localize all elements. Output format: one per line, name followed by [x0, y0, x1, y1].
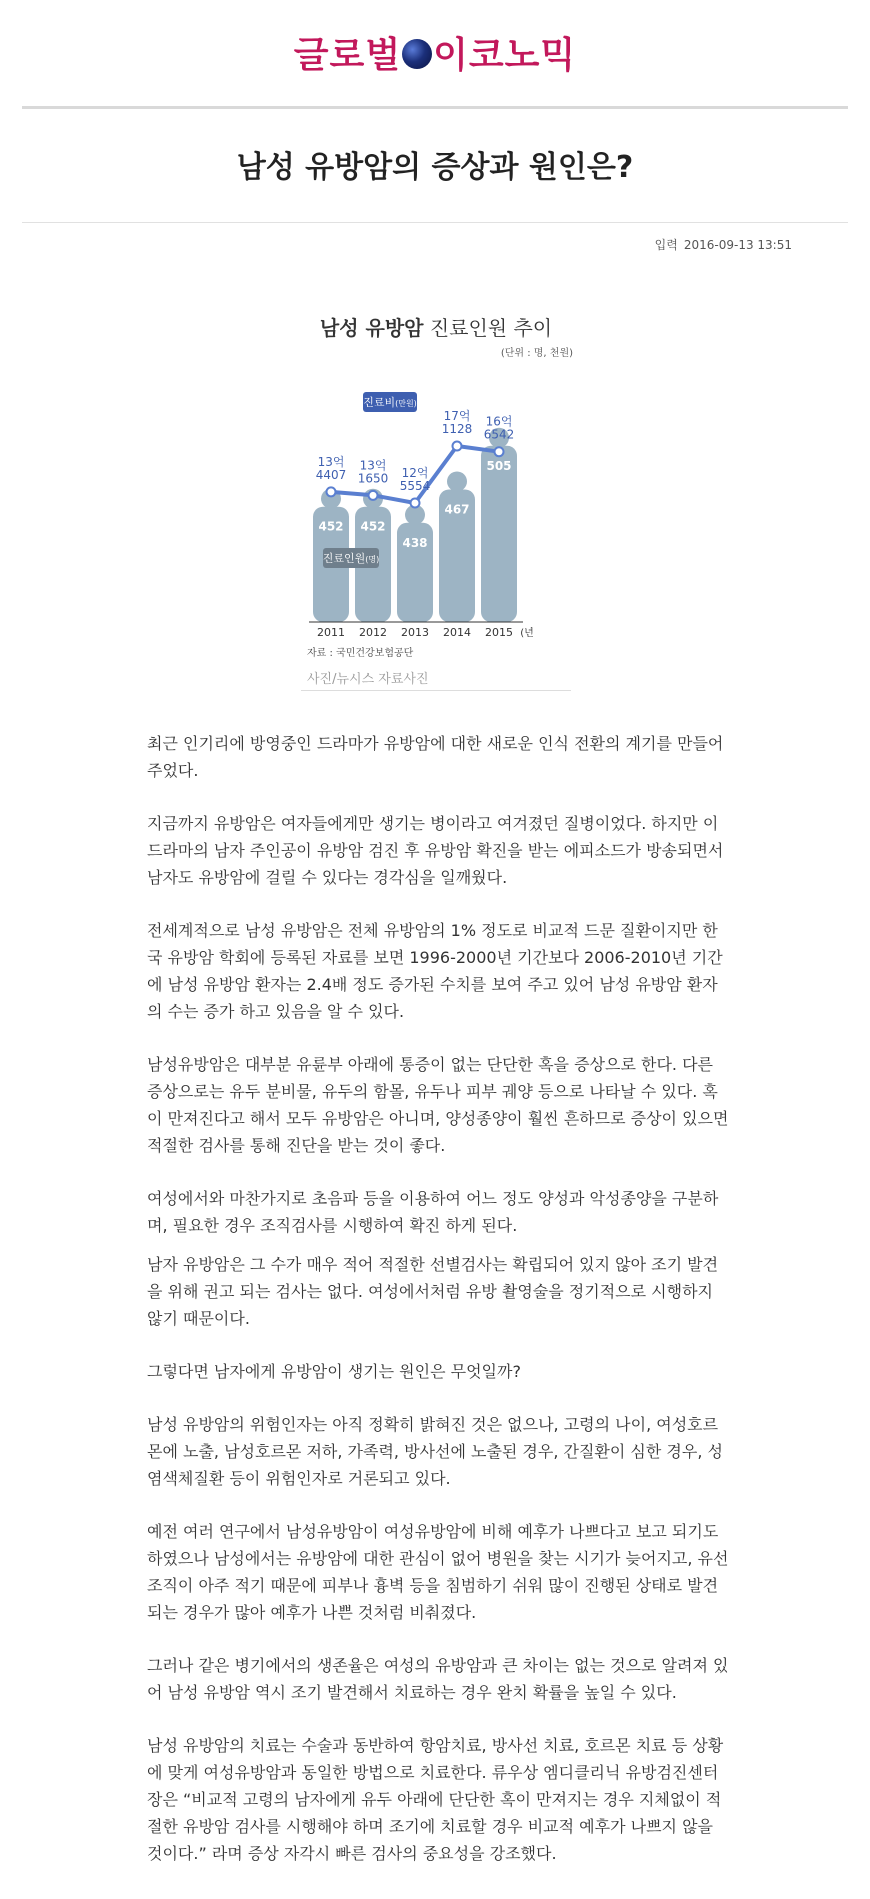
date-label: 입력 [654, 238, 678, 252]
masthead [0, 0, 870, 110]
figure-divider [301, 690, 571, 691]
article-paragraph: 전세계적으로 남성 유방암은 전체 유방암의 1% 정도로 비교적 드문 질환이지만 한국 유방암 학회에 등록된 자료를 보면 1996-2000년 기간보다 2006-2010년 기간에 남성 유방암 환자는 2.4배 정도 증가된 수치를 보여 주고 있어 남성 유방암 환자의 수는 증가 하고 있음을 알 수 있다. [147, 921, 723, 1021]
bar-value-label: 467 [444, 502, 470, 517]
article-title: 남성 유방암의 증상과 원인은? [236, 150, 634, 185]
chart-title-rest: 진료인원 추이 [429, 316, 553, 340]
line-point [495, 447, 504, 456]
date-value: 2016-09-13 13:51 [683, 238, 792, 252]
x-tick-label: 2015 [485, 626, 513, 639]
logo-text-left: 글로벌 [293, 35, 402, 76]
chart-title-bold: 남성 유방암 [319, 316, 424, 340]
x-axis-suffix: (년 [520, 628, 534, 639]
site-logo[interactable] [0, 34, 870, 78]
article-paragraph: 그러나 같은 병기에서의 생존율은 여성의 유방암과 큰 차이는 없는 것으로 알려져 있어 남성 유방암 역시 조기 발견해서 치료하는 경우 완치 확률을 높일 수 있다. [147, 1656, 729, 1702]
bar-value-label: 438 [402, 535, 428, 550]
line-value-label: 1128 [441, 422, 473, 436]
publish-date [649, 236, 792, 253]
line-point [411, 498, 420, 507]
bar-value-label: 505 [486, 458, 512, 473]
title-divider [22, 222, 848, 223]
article-figure [301, 312, 571, 692]
article-paragraph: 예전 여러 연구에서 남성유방암이 여성유방암에 비해 예후가 나쁘다고 보고 되기도 하였으나 남성에서는 유방암에 대한 관심이 없어 병원을 찾는 시기가 늦어지고, 유선조직이 아주 적기 때문에 피부나 흉벽 등을 침범하기 쉬워 많이 진행된 상태로 발견되는 경우가 많아 예후가 나쁜 것처럼 비춰졌다. [147, 1522, 729, 1622]
bar-head [447, 471, 467, 491]
chart-source: 자료 : 국민건강보험공단 [307, 648, 414, 659]
x-tick-label: 2014 [443, 626, 471, 639]
article-paragraph: 지금까지 유방암은 여자들에게만 생기는 병이라고 여겨졌던 질병이었다. 하지만 이 드라마의 남자 주인공이 유방암 검진 후 유방암 확진을 받는 에피소드가 방송되면서 남자도 유방암에 걸릴 수 있다는 경각심을 일깨웠다. [147, 814, 724, 887]
line-series-name: 진료비 [363, 396, 396, 409]
figure-caption: 사진/뉴시스 자료사진 [307, 672, 429, 687]
line-value-label: 4407 [315, 467, 347, 482]
article-paragraph: 그렇다면 남자에게 유방암이 생기는 원인은 무엇일까? [147, 1362, 521, 1381]
line-value-label: 12억 [401, 465, 429, 480]
chart-title [301, 312, 571, 341]
line-value-label: 13억 [359, 458, 387, 473]
line-value-label: 16억 [485, 414, 513, 429]
bar-value-label: 452 [360, 519, 386, 534]
article-paragraph: 남성 유방암의 위험인자는 아직 정확히 밝혀진 것은 없으나, 고령의 나이, 여성호르몬에 노출, 남성호르몬 저하, 가족력, 방사선에 노출된 경우, 간질환이 심한 경우, 성염색체질환 등이 위험인자로 거론되고 있다. [147, 1415, 723, 1488]
x-tick-label: 2011 [317, 626, 345, 639]
line-point [327, 487, 336, 496]
article-paragraph: 남성유방암은 대부분 유륜부 아래에 통증이 없는 단단한 혹을 증상으로 한다. 다른 증상으로는 유두 분비물, 유두의 함몰, 유두나 피부 궤양 등으로 나타날 수 있다. 혹이 만져진다고 해서 모두 유방암은 아니며, 양성종양이 훨씬 흔하므로 증상이 있으면 적절한 검사를 통해 진단을 받는 것이 좋다. [147, 1055, 729, 1155]
line-series-unit: (만원) [395, 399, 417, 408]
article-paragraph: 최근 인기리에 방영중인 드라마가 유방암에 대한 새로운 인식 전환의 계기를 만들어 주었다. [147, 734, 724, 780]
globe-icon [402, 39, 432, 69]
line-value-label: 5554 [399, 478, 431, 493]
line-value-label: 6542 [483, 427, 515, 442]
article-paragraph: 남자 유방암은 그 수가 매우 적어 적절한 선별검사는 확립되어 있지 않아 조기 발견을 위해 권고 되는 검사는 없다. 여성에서처럼 유방 촬영술을 정기적으로 시행하지 않기 때문이다. [147, 1255, 719, 1328]
logo-text-right: 이코노믹 [433, 35, 577, 76]
bar-series-unit: (명) [365, 555, 380, 564]
article-body [147, 730, 729, 1893]
x-tick-label: 2012 [359, 626, 387, 639]
line-value-label: 13억 [317, 454, 345, 469]
line-point [369, 491, 378, 500]
header-divider [22, 106, 848, 109]
line-value-label: 17억 [443, 409, 471, 423]
article-paragraph: 남성 유방암의 치료는 수술과 동반하여 항암치료, 방사선 치료, 호르몬 치료 등 상황에 맞게 여성유방암과 동일한 방법으로 치료한다. 류우상 엠디클리닉 유방검진센터장은 “비교적 고령의 남자에게 유두 아래에 단단한 혹이 만져지는 경우 지체없이 적절한 유방암 검사를 시행해야 하며 조기에 치료할 경우 비교적 예후가 나쁘지 않을 것이다.” 라며 증상 자각시 빠른 검사의 중요성을 강조했다. [147, 1736, 724, 1863]
line-value-label: 1650 [357, 471, 389, 486]
x-tick-label: 2013 [401, 626, 429, 639]
chart-svg [301, 352, 571, 642]
article-paragraph: 여성에서와 마찬가지로 초음파 등을 이용하여 어느 정도 양성과 악성종양을 구분하며, 필요한 경우 조직검사를 시행하여 확진 하게 된다. [147, 1189, 719, 1235]
bar-series-name: 진료인원 [322, 552, 366, 565]
chart-unit-note: (단위 : 명, 천원) [500, 348, 573, 359]
line-point [453, 442, 462, 451]
bar-value-label: 452 [318, 519, 344, 534]
